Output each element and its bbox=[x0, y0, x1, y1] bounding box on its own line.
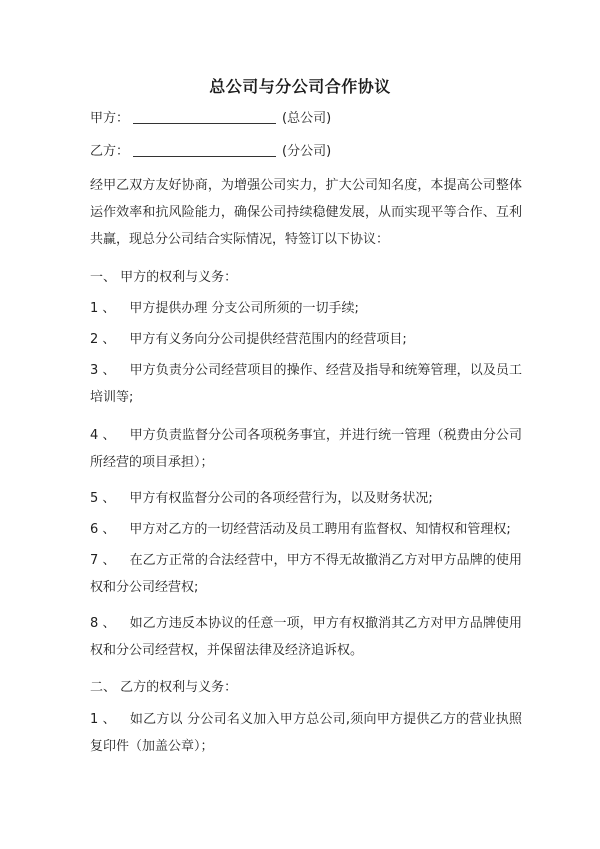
item-text: 甲方有权监督分公司的各项经营行为，以及财务状况; bbox=[129, 491, 433, 506]
item-text: 甲方负责分公司经营项目的操作、经营及指导和统筹管理，以及员工培训等; bbox=[90, 363, 522, 405]
section1-item-2 bbox=[90, 326, 522, 353]
party-b-label: 乙方： bbox=[90, 144, 130, 159]
section1-item-7 bbox=[90, 547, 522, 601]
item-text: 甲方对乙方的一切经营活动及员工聘用有监督权、知情权和管理权; bbox=[129, 522, 511, 537]
item-text: 如乙方违反本协议的任意一项，甲方有权撤消其乙方对甲方品牌使用权和分公司经营权，并保留法律及经济追诉权。 bbox=[90, 616, 522, 658]
section1-item-5 bbox=[90, 485, 522, 512]
item-text: 甲方负责监督分公司各项税务事宜，并进行统一管理（税费由分公司所经营的项目承担）； bbox=[90, 428, 522, 470]
section1-heading: 一、 甲方的权利与义务： bbox=[90, 270, 238, 285]
party-a-blank bbox=[133, 109, 276, 124]
item-text: 甲方提供办理 分支公司所须的一切手续; bbox=[129, 301, 359, 316]
item-number: 5 、 bbox=[90, 491, 116, 506]
item-number: 3 、 bbox=[90, 363, 116, 378]
item-number: 6 、 bbox=[90, 522, 116, 537]
section1-item-1 bbox=[90, 295, 522, 322]
item-text: 在乙方正常的合法经营中，甲方不得无故撤消乙方对甲方品牌的使用权和分公司经营权; bbox=[90, 553, 522, 595]
section1-item-6 bbox=[90, 516, 522, 543]
party-b-line bbox=[90, 139, 520, 164]
party-b-note: (分公司) bbox=[282, 144, 332, 159]
section1-item-8 bbox=[90, 610, 522, 664]
party-b-blank bbox=[133, 142, 276, 157]
section1-item-4 bbox=[90, 422, 522, 476]
item-number: 8 、 bbox=[90, 616, 116, 631]
item-text: 如乙方以 分公司名义加入甲方总公司,须向甲方提供乙方的营业执照复印件（加盖公章）； bbox=[90, 712, 523, 754]
section2-item-1 bbox=[90, 706, 522, 760]
party-a-label: 甲方： bbox=[90, 111, 130, 126]
section1-item-3 bbox=[90, 357, 522, 411]
intro-paragraph: 经甲乙双方友好协商，为增强公司实力，扩大公司知名度，本提高公司整体运作效率和抗风险能力，确保公司持续稳健发展，从而实现平等合作、互利共赢，现总分公司结合实际情况，特签订以下协议： bbox=[90, 178, 522, 247]
item-number: 7 、 bbox=[90, 553, 116, 568]
item-text: 甲方有义务向分公司提供经营范围内的经营项目; bbox=[129, 332, 407, 347]
document-title: 总公司与分公司合作协议 bbox=[209, 77, 391, 96]
item-number: 4 、 bbox=[90, 428, 116, 443]
section2-heading: 二、 乙方的权利与义务： bbox=[90, 680, 238, 695]
item-number: 1 、 bbox=[90, 712, 116, 727]
item-number: 1 、 bbox=[90, 301, 116, 316]
item-number: 2 、 bbox=[90, 332, 116, 347]
party-a-note: (总公司) bbox=[282, 111, 332, 126]
party-a-line bbox=[90, 106, 520, 131]
